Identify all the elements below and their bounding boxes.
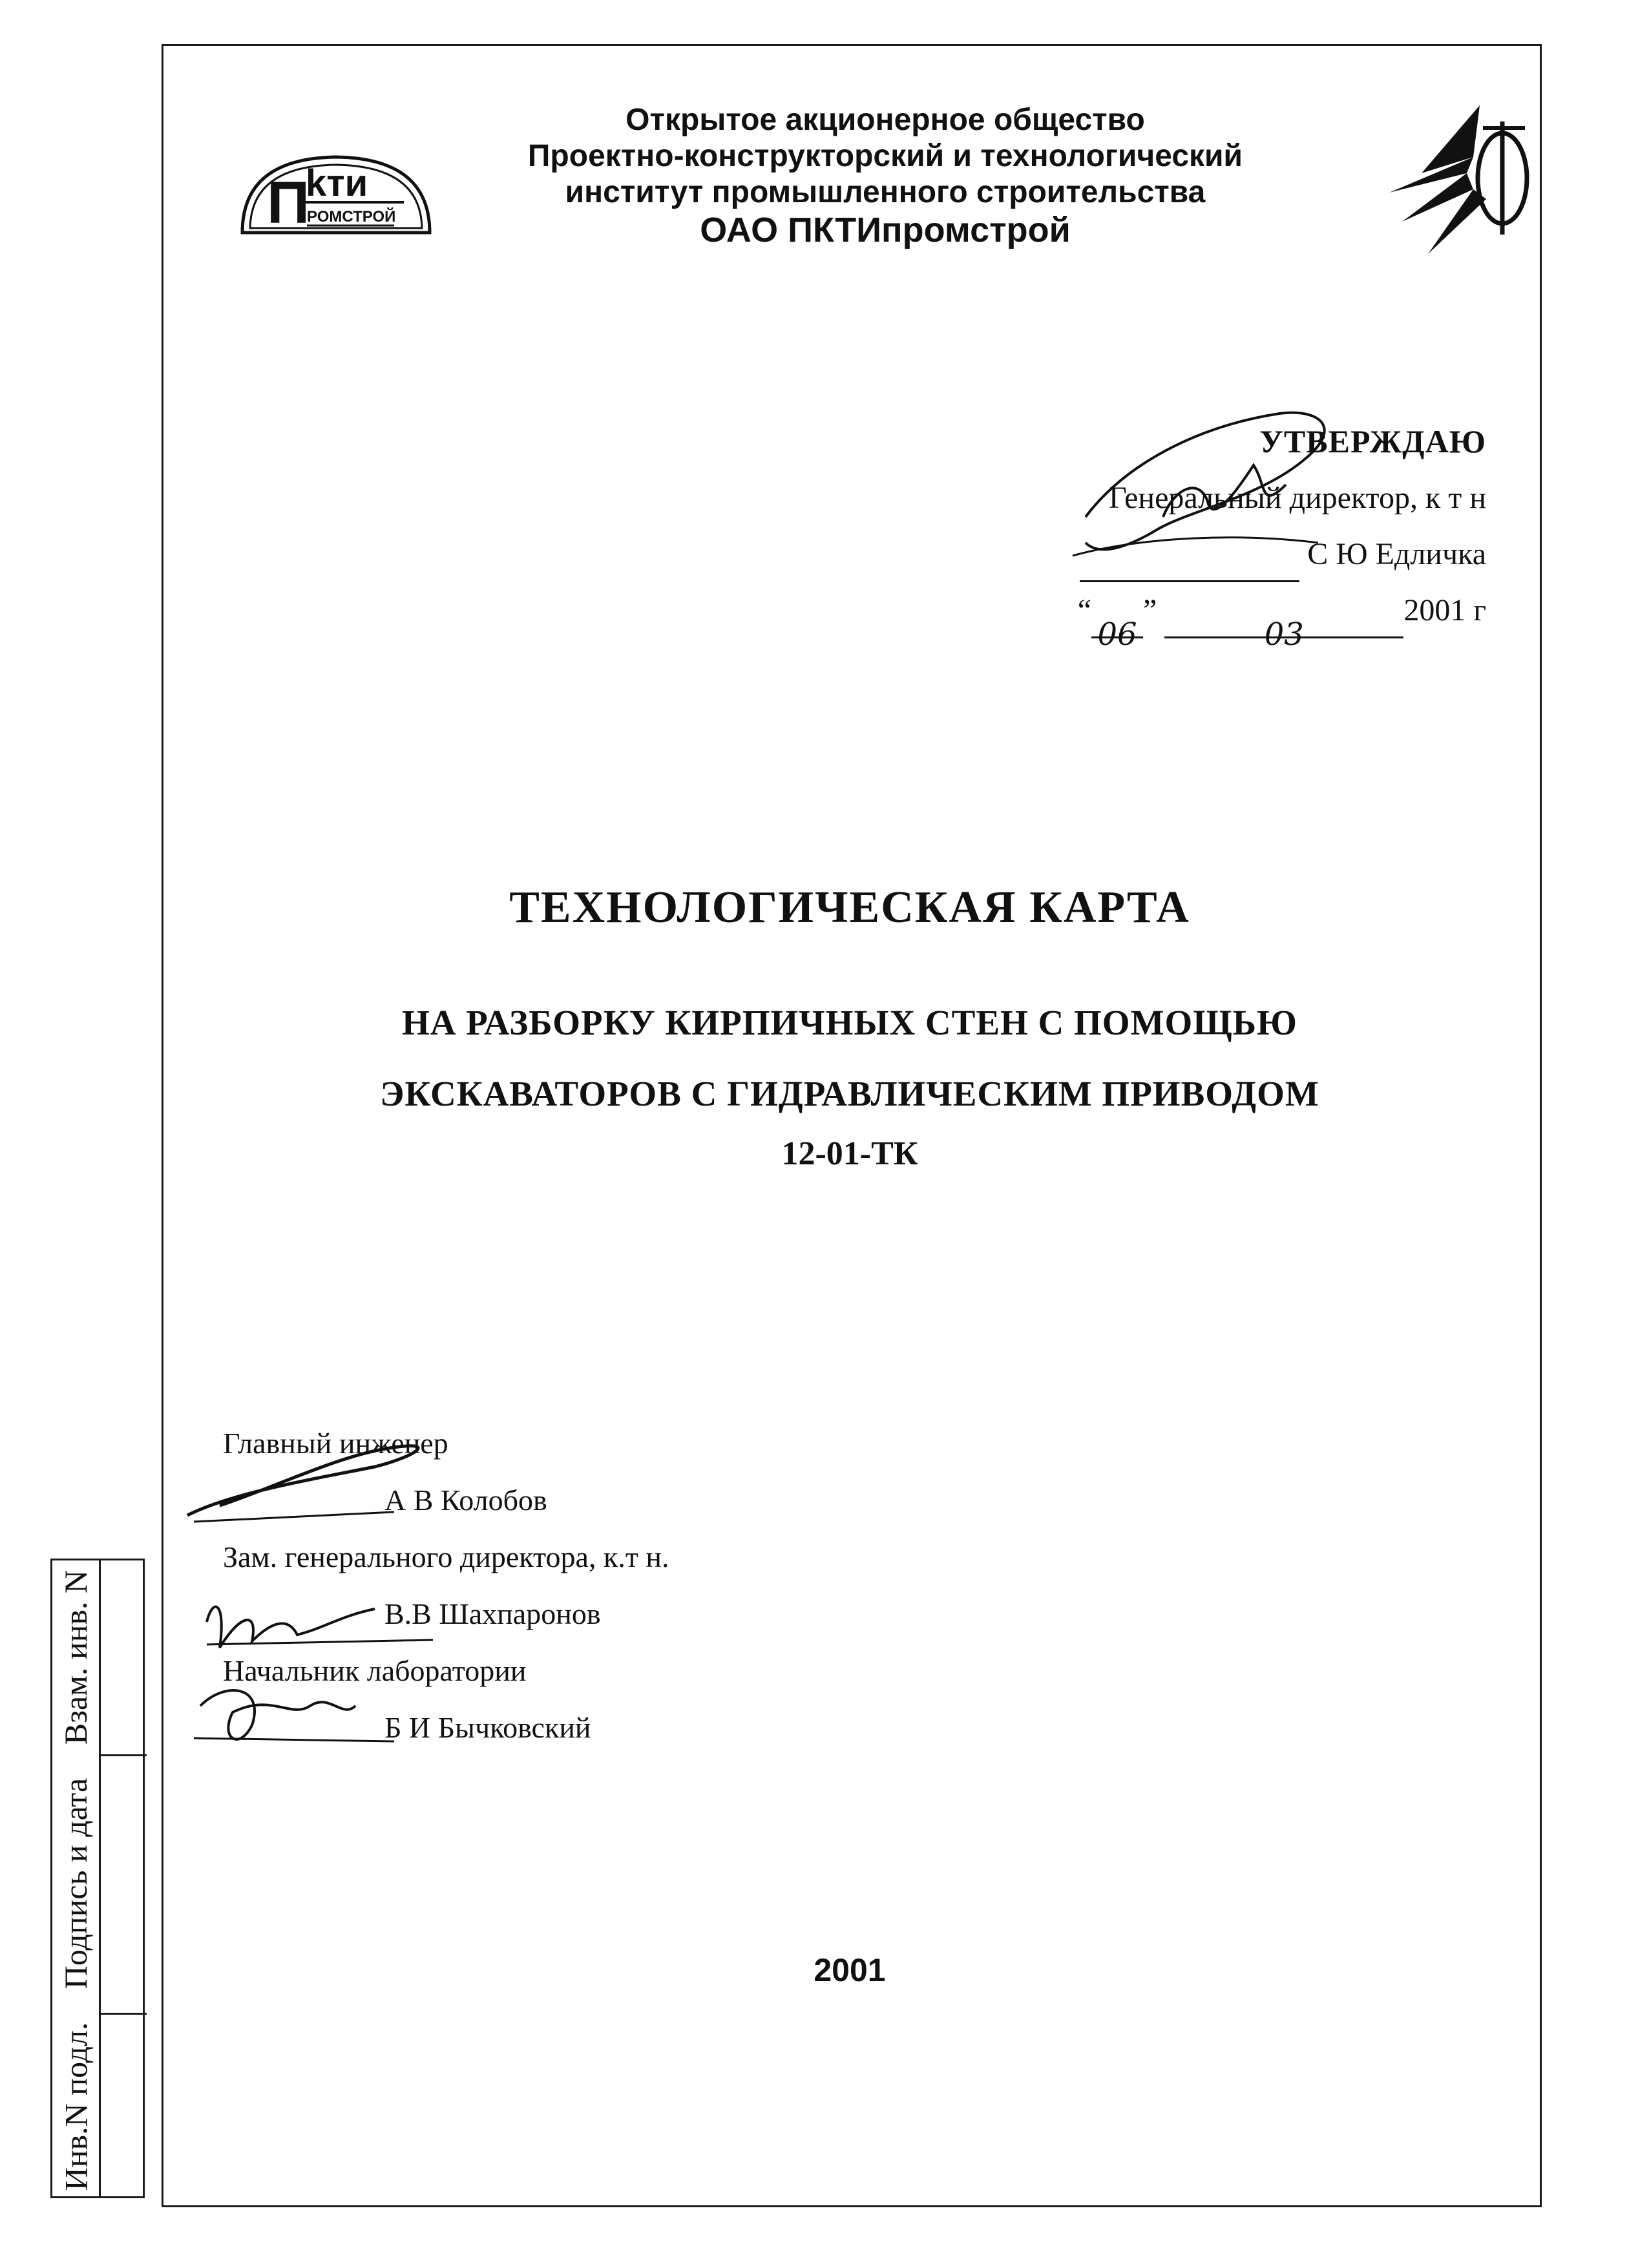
approval-day: 06 (1091, 607, 1143, 638)
subtitle-line-1: НА РАЗБОРКУ КИРПИЧНЫХ СТЕН С ПОМОЩЬЮ (402, 1003, 1297, 1042)
org-line-2: Проектно-конструкторский и технологический (527, 139, 1243, 173)
signatory-position: Главный инженер (223, 1427, 448, 1460)
stamp-field-inventory: Инв.N подл. (58, 2022, 94, 2191)
signatories-block (223, 1415, 869, 1756)
signatory-name: В.В Шахпаронов (384, 1597, 601, 1630)
signatory-name: Б И Бычковский (384, 1711, 591, 1744)
org-line-1: Открытое акционерное общество (625, 103, 1145, 137)
document-subtitle (162, 987, 1538, 1129)
org-line-3: институт промышленного строительства (565, 175, 1206, 209)
document-year: 2001 (814, 1952, 886, 1988)
logo-big-letter: П (267, 170, 310, 236)
signatory-name: А В Колобов (384, 1484, 547, 1517)
close-quote: ” (1143, 593, 1157, 627)
stamp-sidebar (50, 1559, 145, 2198)
approval-title: УТВЕРЖДАЮ (1259, 423, 1486, 459)
logo-bottom-text: РОМСТРОЙ (307, 208, 396, 226)
document-title: ТЕХНОЛОГИЧЕСКАЯ КАРТА (509, 883, 1190, 932)
approval-year: 2001 г (1403, 593, 1486, 627)
logo-top-text: kти (306, 162, 368, 204)
signature-underline (1080, 551, 1299, 582)
approval-block (1008, 414, 1486, 653)
pktipromstroy-logo (229, 145, 443, 249)
document-code: 12-01-ТК (781, 1135, 918, 1172)
approval-name: С Ю Едличка (1307, 537, 1486, 571)
signatory-position: Начальник лаборатории (223, 1654, 527, 1687)
signatory-position: Зам. генерального директора, к.т н. (223, 1540, 669, 1573)
open-quote: “ (1077, 593, 1091, 627)
subtitle-line-2: ЭКСКАВАТОРОВ С ГИДРАВЛИЧЕСКИМ ПРИВОДОМ (380, 1074, 1319, 1113)
approval-position: Генеральный директор, к т н (1108, 481, 1486, 515)
company-emblem-logo (1376, 102, 1538, 257)
approval-name-line (1008, 526, 1486, 582)
approval-date-line (1008, 582, 1486, 653)
stamp-field-signature-date: Подпись и дата (58, 1778, 94, 1990)
org-short-name: ОАО ПКТИпромстрой (700, 211, 1071, 249)
organization-header (465, 102, 1305, 248)
approval-month: 03 (1164, 607, 1403, 638)
stamp-field-replacement: Взам. инв. N (58, 1570, 94, 1745)
